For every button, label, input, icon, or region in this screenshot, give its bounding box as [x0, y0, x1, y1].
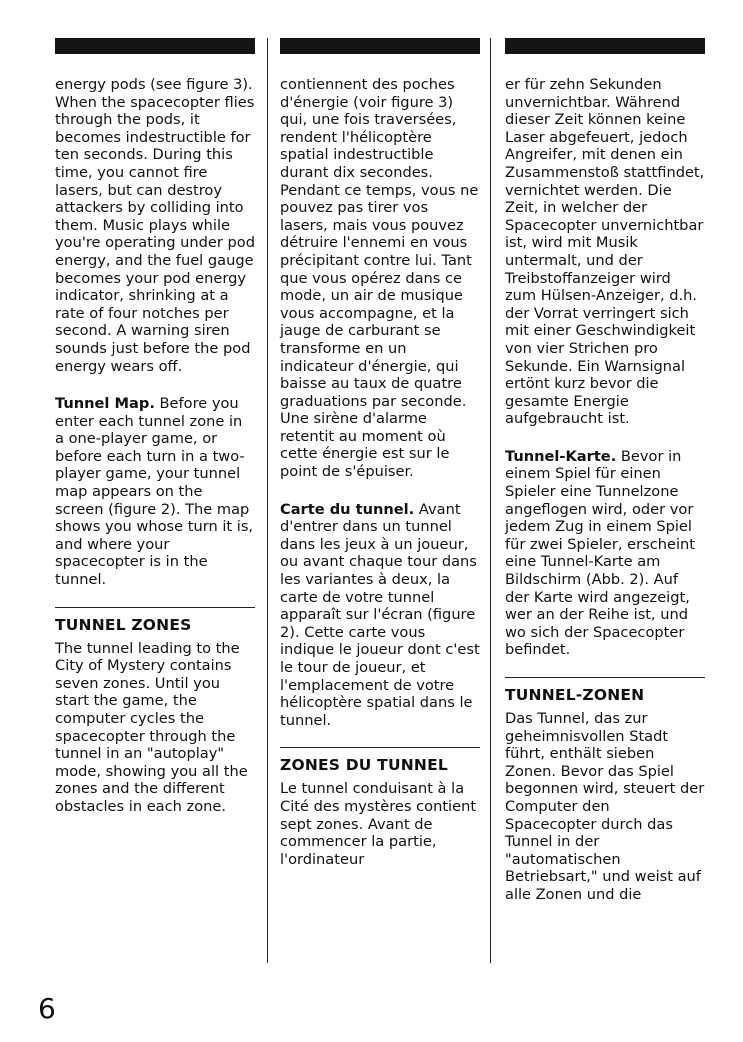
french-zones-heading: ZONES DU TUNNEL — [280, 756, 448, 775]
column-divider-2 — [490, 38, 491, 963]
english-zones-paragraph: The tunnel leading to the City of Mystery contains seven zones. Until you start the game, the computer cycles the spacecopter through the tunnel in an "autoplay" mode, showing you all the zones and the different obstacles in each zone. — [55, 639, 248, 815]
german-tunnel-map-paragraph — [505, 448, 705, 659]
french-tunnel-map-text: Avant d'entrer dans un tunnel dans les jeux à un joueur, ou avant chaque tour dans les variantes à deux, la carte de votre tunnel apparaît sur l'écran (figure 2). Cette carte vous indique le joueur dont c'est le tour de joueur, et l'emplacement de votre hélicoptère spatial dans le tunnel. — [280, 500, 480, 729]
section-rule — [55, 607, 255, 608]
french-tunnel-map-paragraph — [280, 501, 480, 730]
german-tunnel-map-label: Tunnel-Karte. — [505, 447, 617, 465]
english-tunnel-map-paragraph — [55, 395, 255, 589]
german-column — [505, 38, 705, 904]
section-rule — [280, 747, 480, 748]
english-zones-heading: TUNNEL ZONES — [55, 615, 192, 634]
column-header-band — [280, 38, 480, 54]
english-pod-paragraph: energy pods (see figure 3). When the spacecopter flies through the pods, it becomes indestructible for ten seconds. During this time, you cannot fire lasers, but can destroy attackers by colliding into them. Music plays while you're operating under pod energy, and the fuel gauge becomes your pod energy indicator, shrinking at a rate of four notches per second. A warning siren sounds just before the pod energy wears off. — [55, 76, 256, 375]
french-column — [280, 38, 480, 868]
french-tunnel-map-label: Carte du tunnel. — [280, 500, 415, 518]
english-column — [55, 38, 255, 816]
column-divider-1 — [267, 38, 268, 963]
german-zones-paragraph: Das Tunnel, das zur geheimnisvollen Stadt führt, enthält sieben Zonen. Bevor das Spiel begonnen wird, steuert der Computer den Spacecopter durch das Tunnel in der "automatischen Betriebsart," und weist auf alle Zonen und die — [505, 710, 705, 903]
page-number: 6 — [38, 992, 56, 1025]
english-tunnel-map-text: Before you enter each tunnel zone in a one-player game, or before each turn in a two-player game, your tunnel map appears on the screen (figure 2). The map shows you whose turn it is, and where your spacecopter is in the tunnel. — [55, 395, 254, 589]
section-rule — [505, 677, 705, 678]
column-header-band — [55, 38, 255, 54]
french-zones-paragraph: Le tunnel conduisant à la Cité des mystères contient sept zones. Avant de commencer la partie, l'ordinateur — [280, 780, 477, 868]
english-tunnel-map-label: Tunnel Map. — [55, 395, 155, 413]
german-tunnel-map-text: Bevor in einem Spiel für einen Spieler eine Tunnelzone angeflogen wird, oder vor jedem Zug in einem Spiel für zwei Spieler, erscheint eine Tunnel-Karte am Bildschirm (Abb. 2). Auf der Karte wird angezeigt, wer an der Reihe ist, und wo sich der Spacecopter befindet. — [505, 447, 696, 659]
column-header-band — [505, 38, 705, 54]
german-zones-heading: TUNNEL-ZONEN — [505, 686, 645, 704]
german-pod-paragraph: er für zehn Sekunden unvernichtbar. Während dieser Zeit können keine Laser abgefeuert, jedoch Angreifer, mit denen ein Zusammenstoß stattfindet, vernichtet werden. Die Zeit, in welcher der Spacecopter unvernichtbar ist, wird mit Musik untermalt, und der Treibstoffanzeiger wird zum Hülsen-Anzeiger, d.h. der Vorrat verringert sich mit einer Geschwindigkeit von vier Strichen pro Sekunde. Ein Warnsignal ertönt kurz bevor die gesamte Energie aufgebraucht ist. — [505, 76, 705, 428]
french-pod-paragraph: contiennent des poches d'énergie (voir figure 3) qui, une fois traversées, rendent l'hélicoptère spatial indestructible durant dix secondes. Pendant ce temps, vous ne pouvez pas tirer vos lasers, mais vous pouvez détruire l'ennemi en vous précipitant contre lui. Tant que vous opérez dans ce mode, un air de musique vous accompagne, et la jauge de carburant se transforme en un indicateur d'énergie, qui baisse au taux de quatre graduations par seconde. Une sirène d'alarme retentit au moment où cette énergie est sur le point de s'épuiser. — [280, 76, 479, 481]
